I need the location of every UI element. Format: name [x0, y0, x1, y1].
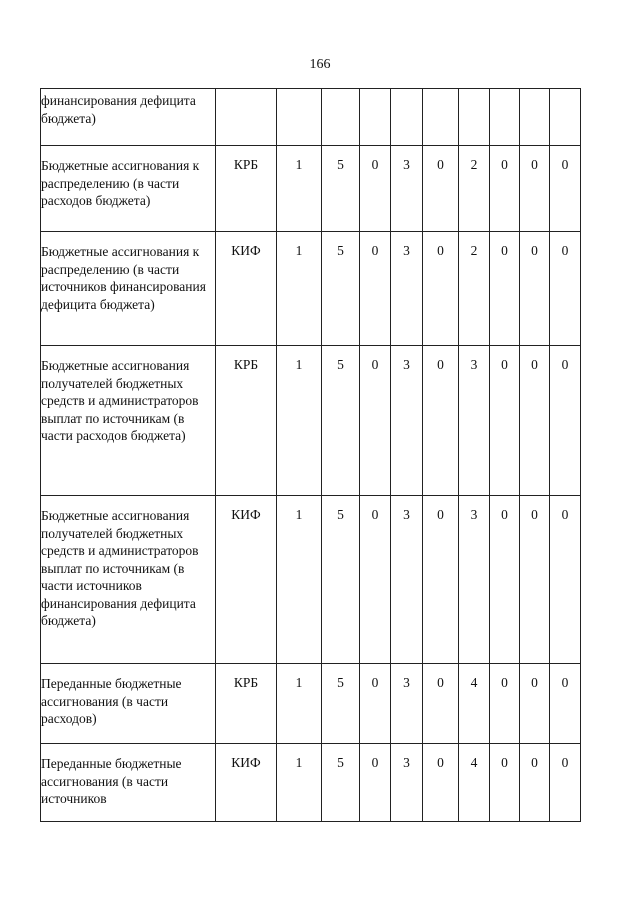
table-row: [41, 664, 581, 744]
account-digit-cell: 0: [550, 146, 581, 232]
account-digit-cell: [423, 89, 459, 146]
row-code: КРБ: [216, 664, 277, 744]
account-digit-cell: 0: [360, 232, 391, 346]
account-digit-cell: 0: [490, 346, 520, 496]
account-digit-cell: 0: [550, 346, 581, 496]
row-code: КИФ: [216, 496, 277, 664]
account-digit-cell: 0: [360, 744, 391, 822]
table-row: [41, 496, 581, 664]
account-digit-cell: 0: [520, 664, 550, 744]
account-digit-cell: 3: [391, 146, 423, 232]
account-digit-cell: 5: [322, 346, 360, 496]
table-row: [41, 744, 581, 822]
account-digit-cell: 0: [423, 496, 459, 664]
account-digit-cell: [550, 89, 581, 146]
account-digit-cell: 3: [459, 346, 490, 496]
account-digit-cell: 0: [520, 346, 550, 496]
account-digit-cell: 0: [490, 664, 520, 744]
row-description: финансирования дефицита бюджета): [41, 89, 216, 146]
account-digit-cell: 0: [423, 744, 459, 822]
row-description: Бюджетные ассигнования к распределению (в части расходов бюджета): [41, 146, 216, 232]
account-digit-cell: 1: [277, 232, 322, 346]
row-code: КИФ: [216, 744, 277, 822]
account-digit-cell: 0: [490, 744, 520, 822]
table-row: [41, 232, 581, 346]
table-row: [41, 146, 581, 232]
account-digit-cell: 2: [459, 232, 490, 346]
account-digit-cell: 3: [391, 496, 423, 664]
account-digit-cell: 0: [550, 496, 581, 664]
account-digit-cell: 0: [490, 232, 520, 346]
account-digit-cell: 0: [360, 664, 391, 744]
account-digit-cell: 1: [277, 744, 322, 822]
account-digit-cell: 0: [520, 744, 550, 822]
account-digit-cell: 1: [277, 346, 322, 496]
row-code: [216, 89, 277, 146]
row-code: КИФ: [216, 232, 277, 346]
account-digit-cell: [391, 89, 423, 146]
account-digit-cell: 0: [520, 496, 550, 664]
row-code: КРБ: [216, 346, 277, 496]
account-digit-cell: 0: [423, 346, 459, 496]
table-row: [41, 89, 581, 146]
row-description: Бюджетные ассигнования получателей бюджетных средств и администраторов выплат по источникам (в части источников финансирования дефицита бюджета): [41, 496, 216, 664]
account-digit-cell: 0: [550, 664, 581, 744]
account-digit-cell: 0: [423, 146, 459, 232]
account-digit-cell: 1: [277, 664, 322, 744]
account-digit-cell: 0: [360, 346, 391, 496]
account-digit-cell: 3: [391, 744, 423, 822]
account-digit-cell: 0: [490, 146, 520, 232]
account-digit-cell: 0: [360, 496, 391, 664]
page-number: 166: [309, 57, 331, 72]
account-digit-cell: [520, 89, 550, 146]
account-digit-cell: [322, 89, 360, 146]
account-digit-cell: 0: [360, 146, 391, 232]
row-description: Бюджетные ассигнования получателей бюджетных средств и администраторов выплат по источникам (в части расходов бюджета): [41, 346, 216, 496]
account-digit-cell: 0: [520, 232, 550, 346]
account-digit-cell: 5: [322, 232, 360, 346]
budget-classification-table: [40, 88, 581, 822]
account-digit-cell: 0: [490, 496, 520, 664]
account-digit-cell: 1: [277, 146, 322, 232]
account-digit-cell: 0: [520, 146, 550, 232]
account-digit-cell: 5: [322, 146, 360, 232]
row-description: Переданные бюджетные ассигнования (в части источников: [41, 744, 216, 822]
account-digit-cell: 3: [391, 346, 423, 496]
account-digit-cell: 4: [459, 744, 490, 822]
account-digit-cell: 5: [322, 664, 360, 744]
account-digit-cell: 4: [459, 664, 490, 744]
account-digit-cell: [360, 89, 391, 146]
account-digit-cell: [490, 89, 520, 146]
account-digit-cell: 5: [322, 496, 360, 664]
account-digit-cell: 0: [423, 664, 459, 744]
account-digit-cell: [459, 89, 490, 146]
account-digit-cell: 0: [550, 744, 581, 822]
account-digit-cell: 3: [391, 232, 423, 346]
account-digit-cell: 5: [322, 744, 360, 822]
account-digit-cell: [277, 89, 322, 146]
row-description: Бюджетные ассигнования к распределению (в части источников финансирования дефицита бюджета): [41, 232, 216, 346]
account-digit-cell: 3: [391, 664, 423, 744]
account-digit-cell: 1: [277, 496, 322, 664]
account-digit-cell: 0: [550, 232, 581, 346]
account-digit-cell: 0: [423, 232, 459, 346]
row-description: Переданные бюджетные ассигнования (в части расходов): [41, 664, 216, 744]
table-row: [41, 346, 581, 496]
account-digit-cell: 2: [459, 146, 490, 232]
account-digit-cell: 3: [459, 496, 490, 664]
row-code: КРБ: [216, 146, 277, 232]
